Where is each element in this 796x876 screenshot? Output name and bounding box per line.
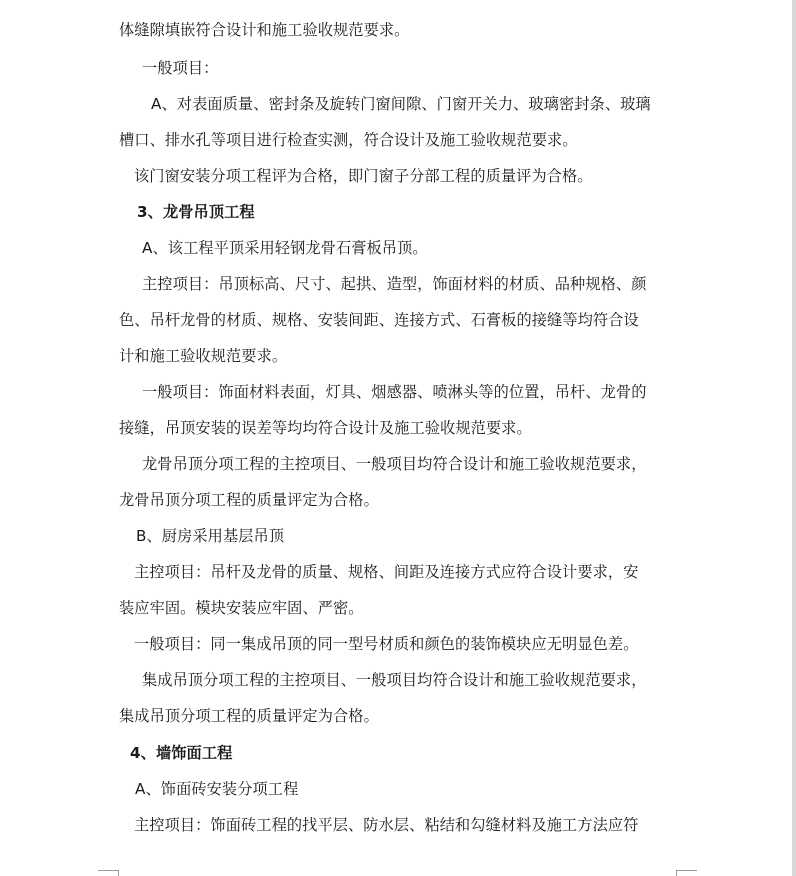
text-line: 色、吊杆龙骨的材质、规格、安装间距、连接方式、石膏板的接缝等均符合设: [119, 311, 639, 329]
section-heading: 4、墙饰面工程: [130, 744, 233, 762]
text-line: A、该工程平顶采用轻钢龙骨石膏板吊顶。: [142, 239, 428, 257]
section-heading: 3、龙骨吊顶工程: [137, 203, 255, 221]
text-line: 槽口、排水孔等项目进行检查实测，符合设计及施工验收规范要求。: [119, 131, 578, 149]
text-line: 该门窗安装分项工程评为合格，即门窗子分部工程的质量评为合格。: [134, 167, 593, 185]
text-line: 接缝，吊顶安装的误差等均均符合设计及施工验收规范要求。: [119, 419, 532, 437]
text-line: 集成吊顶分项工程的质量评定为合格。: [119, 707, 379, 725]
text-line: 计和施工验收规范要求。: [119, 347, 288, 365]
text-line: 主控项目：饰面砖工程的找平层、防水层、粘结和勾缝材料及施工方法应符: [134, 816, 639, 834]
text-line: 一般项目：同一集成吊顶的同一型号材质和颜色的装饰模块应无明显色差。: [134, 635, 639, 653]
text-line: 龙骨吊顶分项工程的主控项目、一般项目均符合设计和施工验收规范要求，: [142, 455, 647, 473]
text-line: 集成吊顶分项工程的主控项目、一般项目均符合设计和施工验收规范要求，: [142, 671, 647, 689]
text-line: 龙骨吊顶分项工程的质量评定为合格。: [119, 491, 379, 509]
page-corner-mark-right: [676, 870, 697, 876]
page-right-border: [792, 0, 796, 876]
text-line: A、对表面质量、密封条及旋转门窗间隙、门窗开关力、玻璃密封条、玻璃: [151, 95, 651, 113]
text-line: 一般项目：饰面材料表面，灯具、烟感器、喷淋头等的位置，吊杆、龙骨的: [142, 383, 647, 401]
text-line: 主控项目：吊顶标高、尺寸、起拱、造型，饰面材料的材质、品种规格、颜: [142, 275, 647, 293]
text-line: A、饰面砖安装分项工程: [135, 780, 299, 798]
text-line: 主控项目：吊杆及龙骨的质量、规格、间距及连接方式应符合设计要求，安: [134, 563, 639, 581]
text-line: 体缝隙填嵌符合设计和施工验收规范要求。: [119, 21, 410, 39]
text-line: 装应牢固。模块安装应牢固、严密。: [119, 599, 364, 617]
text-line: 一般项目：: [142, 59, 219, 77]
page-corner-mark-left: [98, 870, 119, 876]
text-line: B、厨房采用基层吊顶: [136, 527, 285, 545]
